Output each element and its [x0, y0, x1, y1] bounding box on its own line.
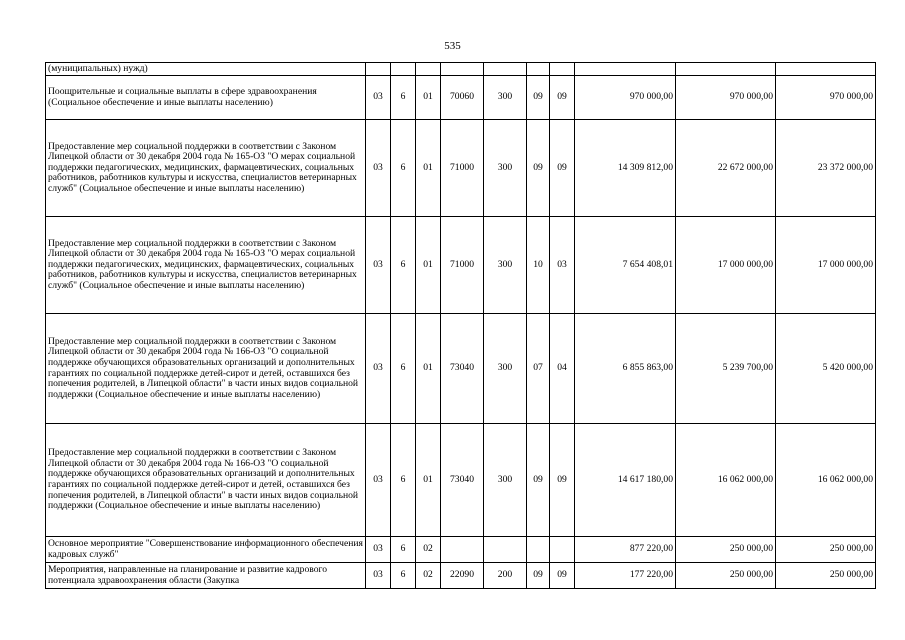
section-cell: 09 — [527, 76, 550, 120]
section-cell: 10 — [527, 217, 550, 314]
amount-year-3-cell: 970 000,00 — [776, 76, 876, 120]
section-cell: 09 — [527, 120, 550, 217]
amount-year-2-cell: 250 000,00 — [676, 563, 776, 589]
main-event-code-cell: 01 — [416, 314, 441, 424]
expense-type-cell: 300 — [484, 217, 527, 314]
program-code-cell: 03 — [366, 120, 391, 217]
subsection-cell — [550, 537, 575, 563]
amount-year-3-cell: 250 000,00 — [776, 537, 876, 563]
main-event-code-cell: 02 — [416, 537, 441, 563]
amount-year-3-cell: 250 000,00 — [776, 563, 876, 589]
program-code-cell: 03 — [366, 314, 391, 424]
amount-year-3-cell: 16 062 000,00 — [776, 424, 876, 537]
amount-year-3-cell — [776, 63, 876, 76]
amount-year-2-cell: 970 000,00 — [676, 76, 776, 120]
amount-year-2-cell: 22 672 000,00 — [676, 120, 776, 217]
direction-code-cell: 71000 — [441, 120, 484, 217]
description-cell: Поощрительные и социальные выплаты в сфере здравоохранения (Социальное обеспечение и иные выплаты населению) — [46, 76, 366, 120]
page-number: 535 — [444, 40, 461, 52]
main-event-code-cell: 02 — [416, 563, 441, 589]
amount-year-2-cell: 250 000,00 — [676, 537, 776, 563]
direction-code-cell: 22090 — [441, 563, 484, 589]
subprogram-code-cell: 6 — [391, 314, 416, 424]
program-code-cell: 03 — [366, 563, 391, 589]
amount-year-1-cell: 14 309 812,00 — [575, 120, 676, 217]
subprogram-code-cell: 6 — [391, 217, 416, 314]
description-cell: Мероприятия, направленные на планирование и развитие кадрового потенциала здравоохранения области (Закупка — [46, 563, 366, 589]
table-row — [46, 120, 876, 217]
amount-year-1-cell: 7 654 408,01 — [575, 217, 676, 314]
program-code-cell: 03 — [366, 76, 391, 120]
subsection-cell: 09 — [550, 424, 575, 537]
main-event-code-cell — [416, 63, 441, 76]
table-row — [46, 563, 876, 589]
amount-year-3-cell: 23 372 000,00 — [776, 120, 876, 217]
description-cell: Предоставление мер социальной поддержки в соответствии с Законом Липецкой области от 30 декабря 2004 года № 166-ОЗ "О социальной поддержке обучающихся образовательных организаций и дополнительных гарантиях по социальной поддержке детей-сирот и детей, оставшихся без попечения родителей, в Липецкой области" в части иных видов социальной поддержки (Социальное обеспечение и иные выплаты населению) — [46, 424, 366, 537]
amount-year-2-cell: 5 239 700,00 — [676, 314, 776, 424]
expense-type-cell: 200 — [484, 563, 527, 589]
direction-code-cell: 70060 — [441, 76, 484, 120]
program-code-cell: 03 — [366, 424, 391, 537]
table-row — [46, 424, 876, 537]
description-cell: Основное мероприятие "Совершенствование информационного обеспечения кадровых служб" — [46, 537, 366, 563]
table-row — [46, 537, 876, 563]
expense-type-cell: 300 — [484, 314, 527, 424]
expense-type-cell — [484, 537, 527, 563]
section-cell — [527, 63, 550, 76]
subsection-cell — [550, 63, 575, 76]
amount-year-3-cell: 17 000 000,00 — [776, 217, 876, 314]
description-cell: Предоставление мер социальной поддержки в соответствии с Законом Липецкой области от 30 декабря 2004 года № 166-ОЗ "О социальной поддержке обучающихся образовательных организаций и дополнительных гарантиях по социальной поддержке детей-сирот и детей, оставшихся без попечения родителей, в Липецкой области" в части иных видов социальной поддержки (Социальное обеспечение и иные выплаты населению) — [46, 314, 366, 424]
expense-type-cell: 300 — [484, 120, 527, 217]
main-event-code-cell: 01 — [416, 76, 441, 120]
table-row — [46, 76, 876, 120]
amount-year-1-cell: 6 855 863,00 — [575, 314, 676, 424]
subprogram-code-cell: 6 — [391, 120, 416, 217]
expense-type-cell — [484, 63, 527, 76]
section-cell: 07 — [527, 314, 550, 424]
direction-code-cell: 73040 — [441, 314, 484, 424]
subsection-cell: 09 — [550, 76, 575, 120]
amount-year-1-cell — [575, 63, 676, 76]
subsection-cell: 09 — [550, 120, 575, 217]
direction-code-cell: 71000 — [441, 217, 484, 314]
amount-year-1-cell: 177 220,00 — [575, 563, 676, 589]
expense-type-cell: 300 — [484, 424, 527, 537]
description-cell: (муниципальных) нужд) — [46, 63, 366, 76]
amount-year-2-cell — [676, 63, 776, 76]
subprogram-code-cell — [391, 63, 416, 76]
budget-table — [45, 62, 876, 589]
description-cell: Предоставление мер социальной поддержки в соответствии с Законом Липецкой области от 30 декабря 2004 года № 165-ОЗ "О мерах социальной поддержки педагогических, медицинских, фармацевтических, социальных работников, работников культуры и искусства, специалистов ветеринарных служб" (Социальное обеспечение и иные выплаты населению) — [46, 217, 366, 314]
program-code-cell: 03 — [366, 537, 391, 563]
description-cell: Предоставление мер социальной поддержки в соответствии с Законом Липецкой области от 30 декабря 2004 года № 165-ОЗ "О мерах социальной поддержки педагогических, медицинских, фармацевтических, социальных работников, работников культуры и искусства, специалистов ветеринарных служб" (Социальное обеспечение и иные выплаты населению) — [46, 120, 366, 217]
subprogram-code-cell: 6 — [391, 424, 416, 537]
section-cell: 09 — [527, 424, 550, 537]
program-code-cell: 03 — [366, 217, 391, 314]
amount-year-1-cell: 970 000,00 — [575, 76, 676, 120]
section-cell — [527, 537, 550, 563]
table-row — [46, 217, 876, 314]
direction-code-cell — [441, 537, 484, 563]
main-event-code-cell: 01 — [416, 424, 441, 537]
subprogram-code-cell: 6 — [391, 537, 416, 563]
table-row — [46, 314, 876, 424]
subprogram-code-cell: 6 — [391, 563, 416, 589]
subsection-cell: 04 — [550, 314, 575, 424]
direction-code-cell — [441, 63, 484, 76]
amount-year-1-cell: 877 220,00 — [575, 537, 676, 563]
amount-year-2-cell: 16 062 000,00 — [676, 424, 776, 537]
amount-year-1-cell: 14 617 180,00 — [575, 424, 676, 537]
expense-type-cell: 300 — [484, 76, 527, 120]
program-code-cell — [366, 63, 391, 76]
table-row — [46, 63, 876, 76]
direction-code-cell: 73040 — [441, 424, 484, 537]
main-event-code-cell: 01 — [416, 120, 441, 217]
subsection-cell: 09 — [550, 563, 575, 589]
section-cell: 09 — [527, 563, 550, 589]
subprogram-code-cell: 6 — [391, 76, 416, 120]
amount-year-3-cell: 5 420 000,00 — [776, 314, 876, 424]
subsection-cell: 03 — [550, 217, 575, 314]
main-event-code-cell: 01 — [416, 217, 441, 314]
amount-year-2-cell: 17 000 000,00 — [676, 217, 776, 314]
